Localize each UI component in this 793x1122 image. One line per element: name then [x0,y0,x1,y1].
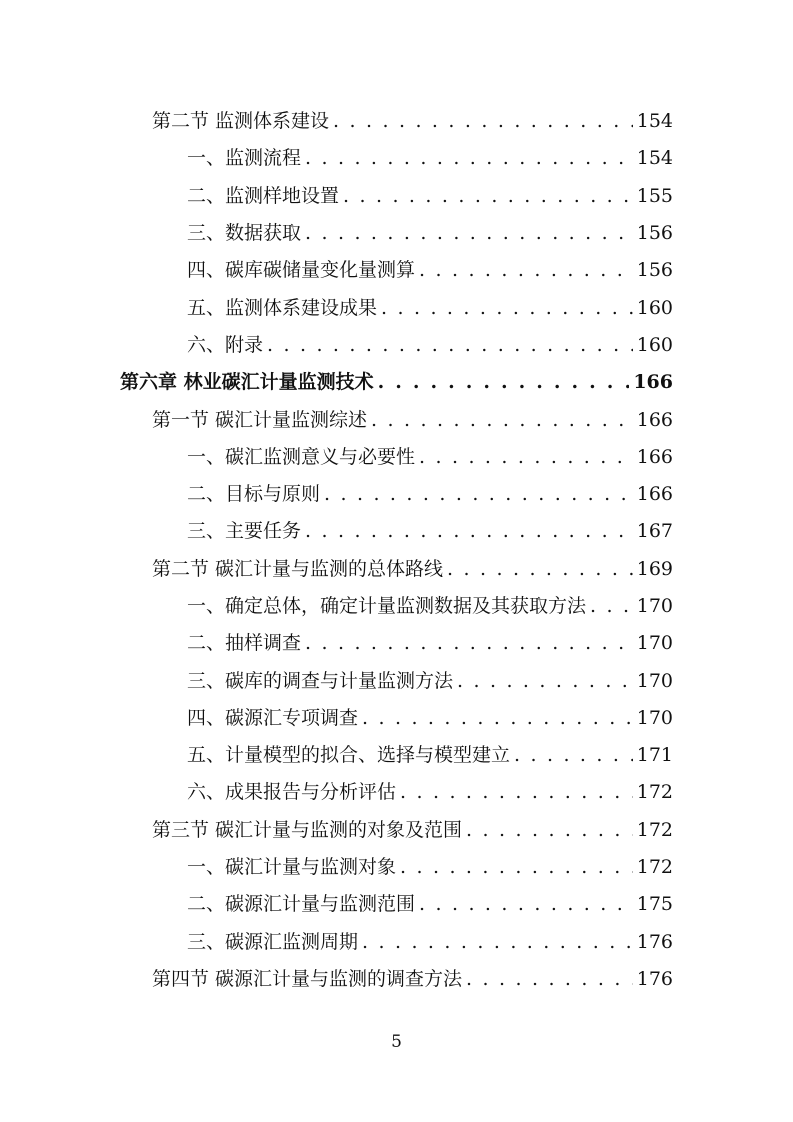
toc-subsection-entry[interactable] [0,327,673,364]
toc-dot-leader [333,112,633,131]
toc-entry-label: 第四节 碳源汇计量与监测的调查方法 [152,967,463,990]
toc-dot-leader [343,187,633,206]
toc-dot-leader [419,261,633,280]
toc-entry-page: 169 [636,557,673,580]
toc-entry-label: 四、碳源汇专项调查 [187,706,359,729]
toc-entry-label: 一、碳汇计量与监测对象 [187,856,397,879]
toc-dot-leader [324,485,633,504]
toc-entry-page: 170 [636,706,673,729]
page-number: 5 [391,1032,402,1052]
toc-dot-leader [447,560,633,579]
toc-entry-page: 170 [636,669,673,692]
toc-chapter-entry[interactable] [0,364,673,401]
toc-entry-label: 六、成果报告与分析评估 [187,781,397,804]
toc-dot-leader [371,411,633,430]
toc-subsection-entry[interactable] [0,886,673,923]
toc-entry-page: 155 [636,184,673,207]
toc-entry-label: 一、监测流程 [187,147,302,170]
toc-subsection-entry[interactable] [0,662,673,699]
toc-entry-page: 176 [636,930,673,953]
toc-entry-label: 一、确定总体，确定计量监测数据及其获取方法 [187,595,587,617]
toc-entry-label: 三、碳源汇监测周期 [187,930,359,953]
toc-dot-leader [305,522,633,541]
toc-entry-page: 175 [636,893,673,916]
toc-subsection-entry[interactable] [0,625,673,662]
toc-entry-page: 170 [636,595,673,617]
toc-entry-page: 160 [636,296,673,319]
toc-entry-page: 160 [636,333,673,356]
toc-dot-leader [305,149,633,168]
toc-subsection-entry[interactable] [0,513,673,550]
toc-entry-label: 五、计量模型的拟合、选择与模型建立 [187,744,511,767]
toc-section-entry[interactable] [0,103,673,140]
toc-entry-page: 154 [636,147,673,170]
toc-entry-page: 154 [636,110,673,133]
toc-entry-label: 六、附录 [187,333,264,356]
toc-entry-label: 第一节 碳汇计量监测综述 [152,408,368,431]
toc-entry-label: 三、数据获取 [187,222,302,245]
toc-section-entry[interactable] [0,961,673,998]
toc-subsection-entry[interactable] [0,737,673,774]
toc-subsection-entry[interactable] [0,252,673,289]
toc-dot-leader [378,373,630,392]
toc-section-entry[interactable] [0,401,673,438]
toc-subsection-entry[interactable] [0,439,673,476]
toc-entry-label: 三、主要任务 [187,520,302,543]
toc-dot-leader [590,597,633,616]
toc-subsection-entry[interactable] [0,215,673,252]
toc-entry-page: 176 [636,967,673,990]
toc-entry-page: 172 [636,818,673,841]
toc-subsection-entry[interactable] [0,924,673,961]
toc-entry-page: 166 [636,445,673,468]
toc-entry-label: 二、碳源汇计量与监测范围 [187,893,416,916]
toc-entry-page: 166 [633,371,673,394]
toc-dot-leader [381,299,633,318]
toc-subsection-entry[interactable] [0,588,673,625]
toc-entry-page: 156 [636,259,673,282]
toc-entry-page: 156 [636,222,673,245]
toc-section-entry[interactable] [0,551,673,588]
toc-subsection-entry[interactable] [0,476,673,513]
toc-dot-leader [362,709,633,728]
toc-entry-label: 四、碳库碳储量变化量测算 [187,259,416,282]
toc-dot-leader [400,783,633,802]
toc-dot-leader [362,933,633,952]
toc-subsection-entry[interactable] [0,140,673,177]
toc-entry-page: 171 [636,744,673,767]
toc-entry-label: 第三节 碳汇计量与监测的对象及范围 [152,818,463,841]
toc-entry-label: 二、目标与原则 [187,483,321,506]
toc-subsection-entry[interactable] [0,774,673,811]
toc-entry-page: 166 [636,408,673,431]
toc-entry-label: 第六章 林业碳汇计量监测技术 [120,371,374,394]
toc-entry-label: 二、监测样地设置 [187,184,340,207]
toc-entry-page: 167 [636,520,673,543]
toc-dot-leader [514,746,633,765]
toc-dot-leader [419,895,633,914]
toc-dot-leader [305,224,633,243]
toc-dot-leader [305,634,633,653]
toc-entry-label: 一、碳汇监测意义与必要性 [187,445,416,468]
toc-entry-page: 172 [636,856,673,879]
toc-entry-page: 166 [636,483,673,506]
table-of-contents [0,103,793,998]
toc-subsection-entry[interactable] [0,289,673,326]
toc-dot-leader [419,448,633,467]
toc-dot-leader [267,336,633,355]
toc-dot-leader [457,672,633,691]
toc-dot-leader [466,821,633,840]
toc-entry-page: 172 [636,781,673,804]
toc-entry-label: 五、监测体系建设成果 [187,296,378,319]
toc-subsection-entry[interactable] [0,178,673,215]
toc-dot-leader [466,970,633,989]
toc-entry-label: 第二节 监测体系建设 [152,110,330,133]
toc-section-entry[interactable] [0,812,673,849]
toc-subsection-entry[interactable] [0,700,673,737]
toc-entry-label: 三、碳库的调查与计量监测方法 [187,669,454,692]
toc-entry-page: 170 [636,632,673,655]
toc-entry-label: 第二节 碳汇计量与监测的总体路线 [152,557,444,580]
toc-entry-label: 二、抽样调查 [187,632,302,655]
toc-subsection-entry[interactable] [0,849,673,886]
toc-dot-leader [400,858,633,877]
